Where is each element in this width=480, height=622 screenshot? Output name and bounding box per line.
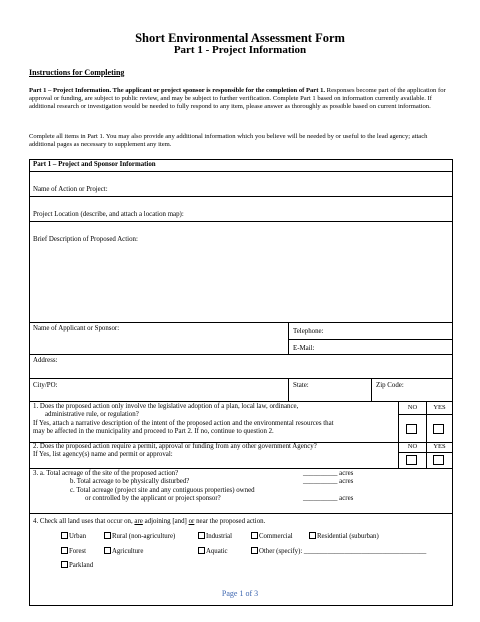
section-heading: Part 1 – Project and Sponsor Information	[33, 161, 156, 168]
question-2	[30, 441, 396, 462]
question-4	[30, 516, 268, 528]
form-title: Short Environmental Assessment Form	[135, 31, 345, 45]
parkland-label: Parkland	[69, 562, 94, 569]
instructions-p1-bold: Part 1 – Project Information. The applicant or project sponsor is responsible for the completion of Part 1.	[29, 87, 326, 94]
q1-yes-label: YES	[433, 404, 446, 411]
urban-label: Urban	[69, 533, 86, 540]
q3-acres	[300, 468, 356, 506]
q3-c1: c. Total acreage (project site and any contiguous properties) owned	[70, 486, 255, 494]
rural-label: Rural (non-agriculture)	[112, 533, 176, 540]
brief-description-field[interactable]: Brief Description of Proposed Action:	[33, 236, 138, 243]
question-3	[30, 468, 300, 506]
address-field[interactable]: Address:	[33, 357, 58, 364]
q1-line-1: 1. Does the proposed action only involve the legislative adoption of a plan, local law, ordinance,	[33, 403, 299, 410]
parkland-checkbox[interactable]	[61, 561, 68, 568]
instructions-p1-text: Responses become part of the application for approval or funding, are subject to public review, and may be subject to further verification. Complete Part 1 based on information currently available. If additional research or investigation would be needed to fully respond to any item, please answer as thoroughly as possible based on current information.	[29, 87, 446, 111]
q1-no-checkbox[interactable]	[406, 424, 417, 434]
zip-field[interactable]: Zip Code:	[376, 382, 404, 389]
land-use-commercial[interactable]	[251, 532, 293, 540]
industrial-checkbox[interactable]	[198, 532, 205, 539]
land-use-industrial[interactable]	[198, 532, 232, 540]
telephone-field[interactable]: Telephone:	[293, 328, 324, 335]
name-of-action-field[interactable]: Name of Action or Project:	[33, 186, 108, 193]
rural-checkbox[interactable]	[104, 532, 111, 539]
q3-c-acres[interactable]: __________ acres	[303, 495, 354, 503]
agriculture-label: Agriculture	[112, 548, 144, 555]
land-use-forest[interactable]	[61, 547, 86, 555]
applicant-name-field[interactable]: Name of Applicant or Sponsor:	[33, 325, 120, 332]
q2-line-2: If Yes, list agency(s) name and permit or approval:	[33, 451, 173, 459]
land-use-urban[interactable]	[61, 532, 86, 540]
q4-text-3: near the proposed action.	[194, 518, 266, 525]
residential-label: Residential (suburban)	[317, 533, 379, 540]
instructions-heading: Instructions for Completing	[29, 68, 125, 77]
form-subtitle: Part 1 - Project Information	[173, 44, 307, 56]
q1-line-2: administrative rule, or regulation?	[45, 411, 139, 419]
q3-b-acres[interactable]: __________ acres	[303, 478, 354, 486]
instructions-paragraph-1	[29, 87, 453, 112]
land-use-aquatic[interactable]	[198, 547, 228, 555]
agriculture-checkbox[interactable]	[104, 547, 111, 554]
aquatic-label: Aquatic	[206, 548, 228, 555]
q4-underline-or: or	[188, 518, 195, 525]
other-label: Other (specify): ____________________________________	[259, 548, 427, 555]
email-field[interactable]: E-Mail:	[293, 345, 315, 352]
land-use-agriculture[interactable]	[104, 547, 143, 555]
other-checkbox[interactable]	[251, 547, 258, 554]
q1-line-4: may be affected in the municipality and proceed to Part 2. If no, continue to question 2.	[33, 428, 274, 436]
q2-no-checkbox[interactable]	[406, 455, 417, 465]
city-field[interactable]: City/PO:	[33, 382, 58, 389]
q4-text-1: 4. Check all land uses that occur on,	[33, 518, 135, 525]
commercial-checkbox[interactable]	[251, 532, 258, 539]
q4-underline-are: are	[134, 518, 143, 525]
aquatic-checkbox[interactable]	[198, 547, 205, 554]
land-use-other[interactable]	[251, 547, 426, 555]
urban-checkbox[interactable]	[61, 532, 68, 539]
forest-label: Forest	[69, 548, 86, 555]
q1-line-3: If Yes, attach a narrative description of the intent of the proposed action and the environmental resources that	[33, 419, 334, 427]
state-field[interactable]: State:	[293, 382, 309, 389]
part1-form	[29, 159, 453, 606]
commercial-label: Commercial	[259, 533, 293, 540]
q3-a: 3. a. Total acreage of the site of the proposed action?	[33, 470, 179, 477]
land-use-rural[interactable]	[104, 532, 175, 540]
q1-yes-checkbox[interactable]	[433, 424, 444, 434]
forest-checkbox[interactable]	[61, 547, 68, 554]
q2-line-1: 2. Does the proposed action require a permit, approval or funding from any other government Agency?	[33, 443, 317, 450]
question-1	[30, 401, 396, 439]
q2-no-label: NO	[407, 443, 418, 450]
q1-no-label: NO	[407, 404, 418, 411]
land-use-parkland[interactable]	[61, 561, 93, 569]
page-footer: Page 1 of 3	[221, 589, 259, 598]
q4-text-2: adjoining [and]	[142, 518, 189, 525]
land-use-residential[interactable]	[309, 532, 379, 540]
q2-yes-label: YES	[433, 443, 446, 450]
q2-yes-checkbox[interactable]	[433, 455, 444, 465]
residential-checkbox[interactable]	[309, 532, 316, 539]
q3-b: b. Total acreage to be physically disturbed?	[70, 478, 190, 486]
q3-a-acres[interactable]: __________ acres	[303, 470, 354, 477]
q3-c2: or controlled by the applicant or project sponsor?	[85, 495, 221, 503]
industrial-label: Industrial	[206, 533, 233, 540]
project-location-field[interactable]: Project Location (describe, and attach a location map):	[33, 211, 184, 218]
instructions-paragraph-2: Complete all items in Part 1. You may also provide any additional information which you believe will be needed by or useful to the lead agency; attach additional pages as necessary to supplement any item.	[29, 133, 428, 149]
